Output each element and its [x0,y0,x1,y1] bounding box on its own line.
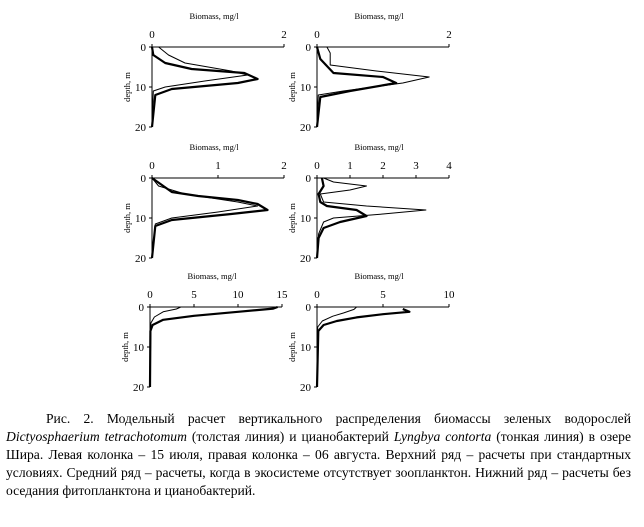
series-line-thin [317,47,429,127]
chart-panel-4 [287,142,452,265]
x-tick-label: 1 [347,160,353,172]
y-tick-label: 10 [300,82,311,94]
x-axis-title: Biomass, mg/l [354,271,404,281]
y-tick-label: 10 [300,342,311,354]
series-line-thick [317,47,396,127]
x-tick-label: 5 [380,289,386,301]
y-axis-title: depth, m [122,203,132,233]
y-axis-title: depth, m [287,332,297,362]
y-tick-label: 0 [140,42,146,54]
y-axis-title: depth, m [122,72,132,102]
x-axis-title: Biomass, mg/l [354,11,404,21]
y-tick-label: 10 [135,82,146,94]
chart-panel-5 [120,271,288,394]
caption-tail: (тонкая линия) в озере Шира. Левая колонка – 15 июля, правая колонка – 06 августа. Верхний ряд – расчеты при стандартных условиях. Средний ряд – расчеты, когда в экосистеме отсутствует зоопланктон. Нижний ряд – расчеты без оседания фитопланктона и цианобактерий. [6,429,632,498]
series-line-thick [317,309,409,387]
y-tick-label: 0 [305,173,311,185]
y-tick-label: 10 [133,342,144,354]
caption-species-2: Lyngbya contorta [393,429,492,444]
x-tick-label: 4 [446,160,452,172]
x-tick-label: 2 [281,29,287,41]
y-tick-label: 0 [305,42,311,54]
x-tick-label: 0 [147,289,153,301]
x-tick-label: 2 [281,160,287,172]
caption-species-1: Dictyosphaerium tetrachotomum [6,429,187,444]
y-tick-label: 0 [138,302,144,314]
x-tick-label: 10 [443,289,455,301]
y-tick-label: 10 [135,213,146,225]
y-axis-title: depth, m [120,332,130,362]
series-line-thick [150,307,278,387]
figure-caption [6,410,631,500]
y-tick-label: 20 [300,253,311,265]
x-tick-label: 0 [149,160,155,172]
x-tick-label: 1 [215,160,221,172]
y-tick-label: 20 [300,122,311,134]
caption-lead: Рис. 2. Модельный расчет вертикального распределения биомассы зеленых водорослей [46,411,631,426]
y-tick-label: 20 [133,382,144,394]
y-tick-label: 20 [135,253,146,265]
x-tick-label: 2 [380,160,386,172]
x-tick-label: 3 [413,160,419,172]
y-tick-label: 10 [300,213,311,225]
x-tick-label: 15 [276,289,288,301]
y-axis-title: depth, m [287,203,297,233]
y-axis-title: depth, m [287,72,297,102]
series-line-thick [317,178,367,258]
y-tick-label: 0 [305,302,311,314]
x-tick-label: 2 [446,29,452,41]
x-axis-title: Biomass, mg/l [189,11,239,21]
chart-panel-2 [287,11,452,134]
y-tick-label: 20 [135,122,146,134]
x-axis-title: Biomass, mg/l [189,142,239,152]
x-axis-title: Biomass, mg/l [187,271,237,281]
y-tick-label: 20 [300,382,311,394]
x-axis-title: Biomass, mg/l [354,142,404,152]
series-line-thick [152,178,268,258]
x-tick-label: 5 [191,289,197,301]
x-tick-label: 0 [149,29,155,41]
series-line-thin [317,178,426,258]
y-tick-label: 0 [140,173,146,185]
x-tick-label: 0 [314,29,320,41]
chart-panel-1 [122,11,287,134]
chart-panel-6 [287,271,455,394]
x-tick-label: 0 [314,160,320,172]
x-tick-label: 10 [232,289,244,301]
chart-panel-3 [122,142,287,265]
caption-mid: (толстая линия) и цианобактерий [186,429,394,444]
x-tick-label: 0 [314,289,320,301]
